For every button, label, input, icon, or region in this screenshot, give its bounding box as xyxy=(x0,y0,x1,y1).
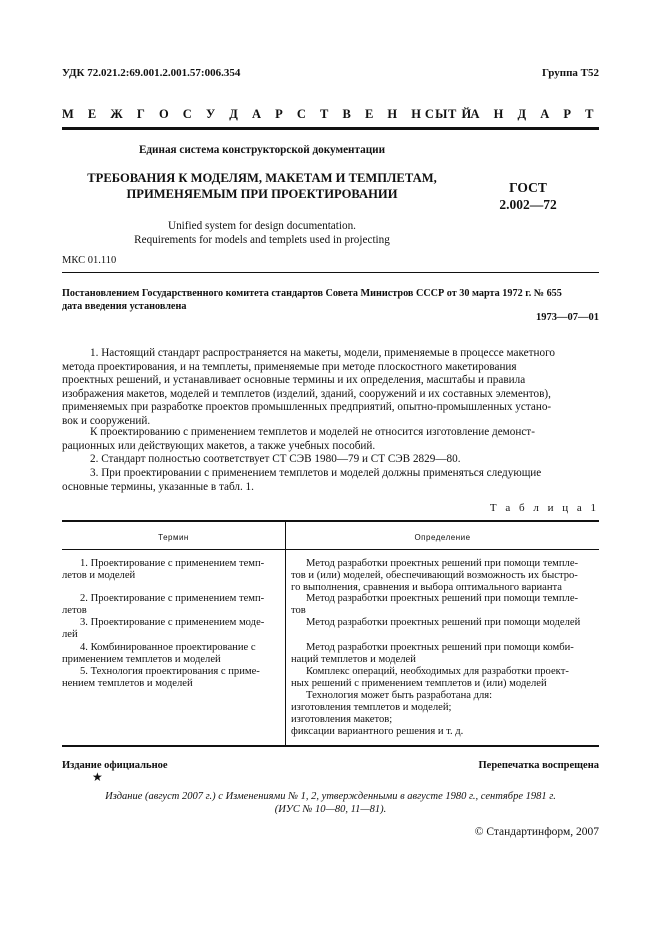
column-header-term: Термин xyxy=(158,533,189,542)
paragraph-1-line: проектных решений, и устанавливает основные термины и их определения, масштабы и правила xyxy=(62,374,526,387)
table-term-cell: 2. Проектирование с применением темп- xyxy=(80,593,265,604)
table-term-cell: 5. Технология проектирования с приме- xyxy=(80,666,260,677)
table-definition-cell: Метод разработки проектных решений при помощи комби- xyxy=(306,642,574,653)
paragraph-1-line: 1. Настоящий стандарт распространяется на макеты, модели, применяемые в процессе макетного xyxy=(90,347,556,359)
table-term-cell: 4. Комбинированное проектирование с xyxy=(80,642,256,653)
gost-designation xyxy=(478,179,578,213)
paragraph-2-line: рационных или действующих макетов, а также учебных пособий. xyxy=(62,439,376,452)
table-header-rule xyxy=(62,549,599,550)
paragraph-1-line: изображения макетов, моделей и темплетов (изделий, зданий, сооружений и их составных элементов), xyxy=(62,387,551,400)
mks-code: МКС 01.110 xyxy=(62,255,117,266)
table-definition-cell: Метод разработки проектных решений при помощи темпле- xyxy=(306,558,579,569)
english-title-line-1: Unified system for design documentation. xyxy=(168,220,356,232)
table-term-cell: летов xyxy=(62,605,87,616)
gost-label: ГОСТ xyxy=(509,180,547,195)
edition-note-line-1: Издание (август 2007 г.) с Изменениями № 1, 2, утвержденными в августе 1980 г., сентябре 1981 г. xyxy=(105,791,556,802)
gost-number: 2.002—72 xyxy=(499,197,557,212)
paragraph-1-line: вок и сооружений. xyxy=(62,414,151,427)
table-definition-cell: Комплекс операций, необходимых для разработки проект- xyxy=(306,666,569,677)
title-line-1: ТРЕБОВАНИЯ К МОДЕЛЯМ, МАКЕТАМ И ТЕМПЛЕТАМ, xyxy=(87,171,437,185)
table-definition-cell: Метод разработки проектных решений при помощи темпле- xyxy=(306,593,579,604)
title-line-2: ПРИМЕНЯЕМЫМ ПРИ ПРОЕКТИРОВАНИИ xyxy=(126,187,398,201)
table-bottom-rule xyxy=(62,745,599,747)
decree xyxy=(62,287,599,313)
paragraph-2-line: К проектированию с применением темплетов и моделей не относится изготовление демонст- xyxy=(90,426,535,438)
table-term-cell: летов и моделей xyxy=(62,570,136,581)
banner-left: М Е Ж Г О С У Д А Р С Т В Е Н Н Ы Й xyxy=(62,107,477,121)
table-definition-cell: Метод разработки проектных решений при помощи моделей xyxy=(306,617,581,628)
paragraph-2 xyxy=(62,426,599,453)
table-top-rule xyxy=(62,520,599,522)
paragraph-3 xyxy=(62,453,599,467)
table-definition-cell: фиксации вариантного решения и т. д. xyxy=(291,726,464,737)
table-definition-cell: наций темплетов и моделей xyxy=(291,654,416,665)
banner-right: С Т А Н Д А Р Т xyxy=(424,107,599,121)
english-title-line-2: Requirements for models and templets used in projecting xyxy=(134,234,390,246)
edition-note xyxy=(62,790,599,816)
decree-line-2: дата введения установлена xyxy=(62,301,187,312)
edition-note-line-2: (ИУС № 10—80, 11—81). xyxy=(274,804,387,815)
table-term-cell: 1. Проектирование с применением темп- xyxy=(80,558,265,569)
table-definition-cell: изготовления темплетов и моделей; xyxy=(291,702,452,713)
paragraph-4 xyxy=(62,467,599,494)
table-term-cell: лей xyxy=(62,629,78,640)
group-code: Группа Т52 xyxy=(541,67,599,79)
table-definition-cell: ных решений с применением темплетов и (или) моделей xyxy=(291,678,547,689)
paragraph-1-line: метода проектирования, и на темплеты, применяемые при методе плоскостного макетирования xyxy=(62,360,517,373)
column-header-definition: Определение xyxy=(414,533,471,542)
table-column-divider xyxy=(285,521,286,745)
paragraph-1-line: применяемых при разработке проектов промышленных предприятий, опытно-промышленных устано- xyxy=(62,401,552,414)
udk-code: УДК 72.021.2:69.001.2.001.57:006.354 xyxy=(62,67,241,79)
table-definition-cell: тов xyxy=(291,605,306,616)
official-edition-label: Издание официальное xyxy=(62,760,168,771)
table-definition-cell: изготовления макетов; xyxy=(291,714,393,725)
banner-rule xyxy=(62,127,599,130)
decree-line-1: Постановлением Государственного комитета стандартов Совета Министров СССР от 30 марта 1972 г. № 655 xyxy=(62,288,562,299)
system-title: Единая система конструкторской документации xyxy=(138,144,386,156)
paragraph-4-line: 3. При проектировании с применением темплетов и моделей должны применяться следующие xyxy=(90,467,542,479)
table-term-cell: применением темплетов и моделей xyxy=(62,654,221,665)
star-icon: ★ xyxy=(92,770,103,784)
table-definition-cell: Технология может быть разработана для: xyxy=(306,690,493,701)
paragraph-1 xyxy=(62,347,599,429)
reprint-prohibited-label: Перепечатка воспрещена xyxy=(478,760,599,771)
paragraph-3-line: 2. Стандарт полностью соответствует СТ СЭВ 1980—79 и СТ СЭВ 2829—80. xyxy=(90,453,461,465)
table-term-cell: 3. Проектирование с применением моде- xyxy=(80,617,265,628)
copyright: © Стандартинформ, 2007 xyxy=(474,826,599,838)
table-term-cell: нением темплетов и моделей xyxy=(62,678,193,689)
interstate-banner xyxy=(62,107,599,122)
english-title xyxy=(62,219,462,247)
document-title xyxy=(62,170,462,202)
mks-rule xyxy=(62,272,599,273)
effective-date: 1973—07—01 xyxy=(536,312,599,323)
table-caption: Т а б л и ц а 1 xyxy=(489,502,599,514)
table-definition-cell: го выполнения, сравнения и выбора оптимального варианта xyxy=(291,582,563,593)
table-definition-cell: тов и (или) моделей, обеспечивающий возможность их быстро- xyxy=(291,570,578,581)
paragraph-4-line: основные термины, указанные в табл. 1. xyxy=(62,480,254,493)
